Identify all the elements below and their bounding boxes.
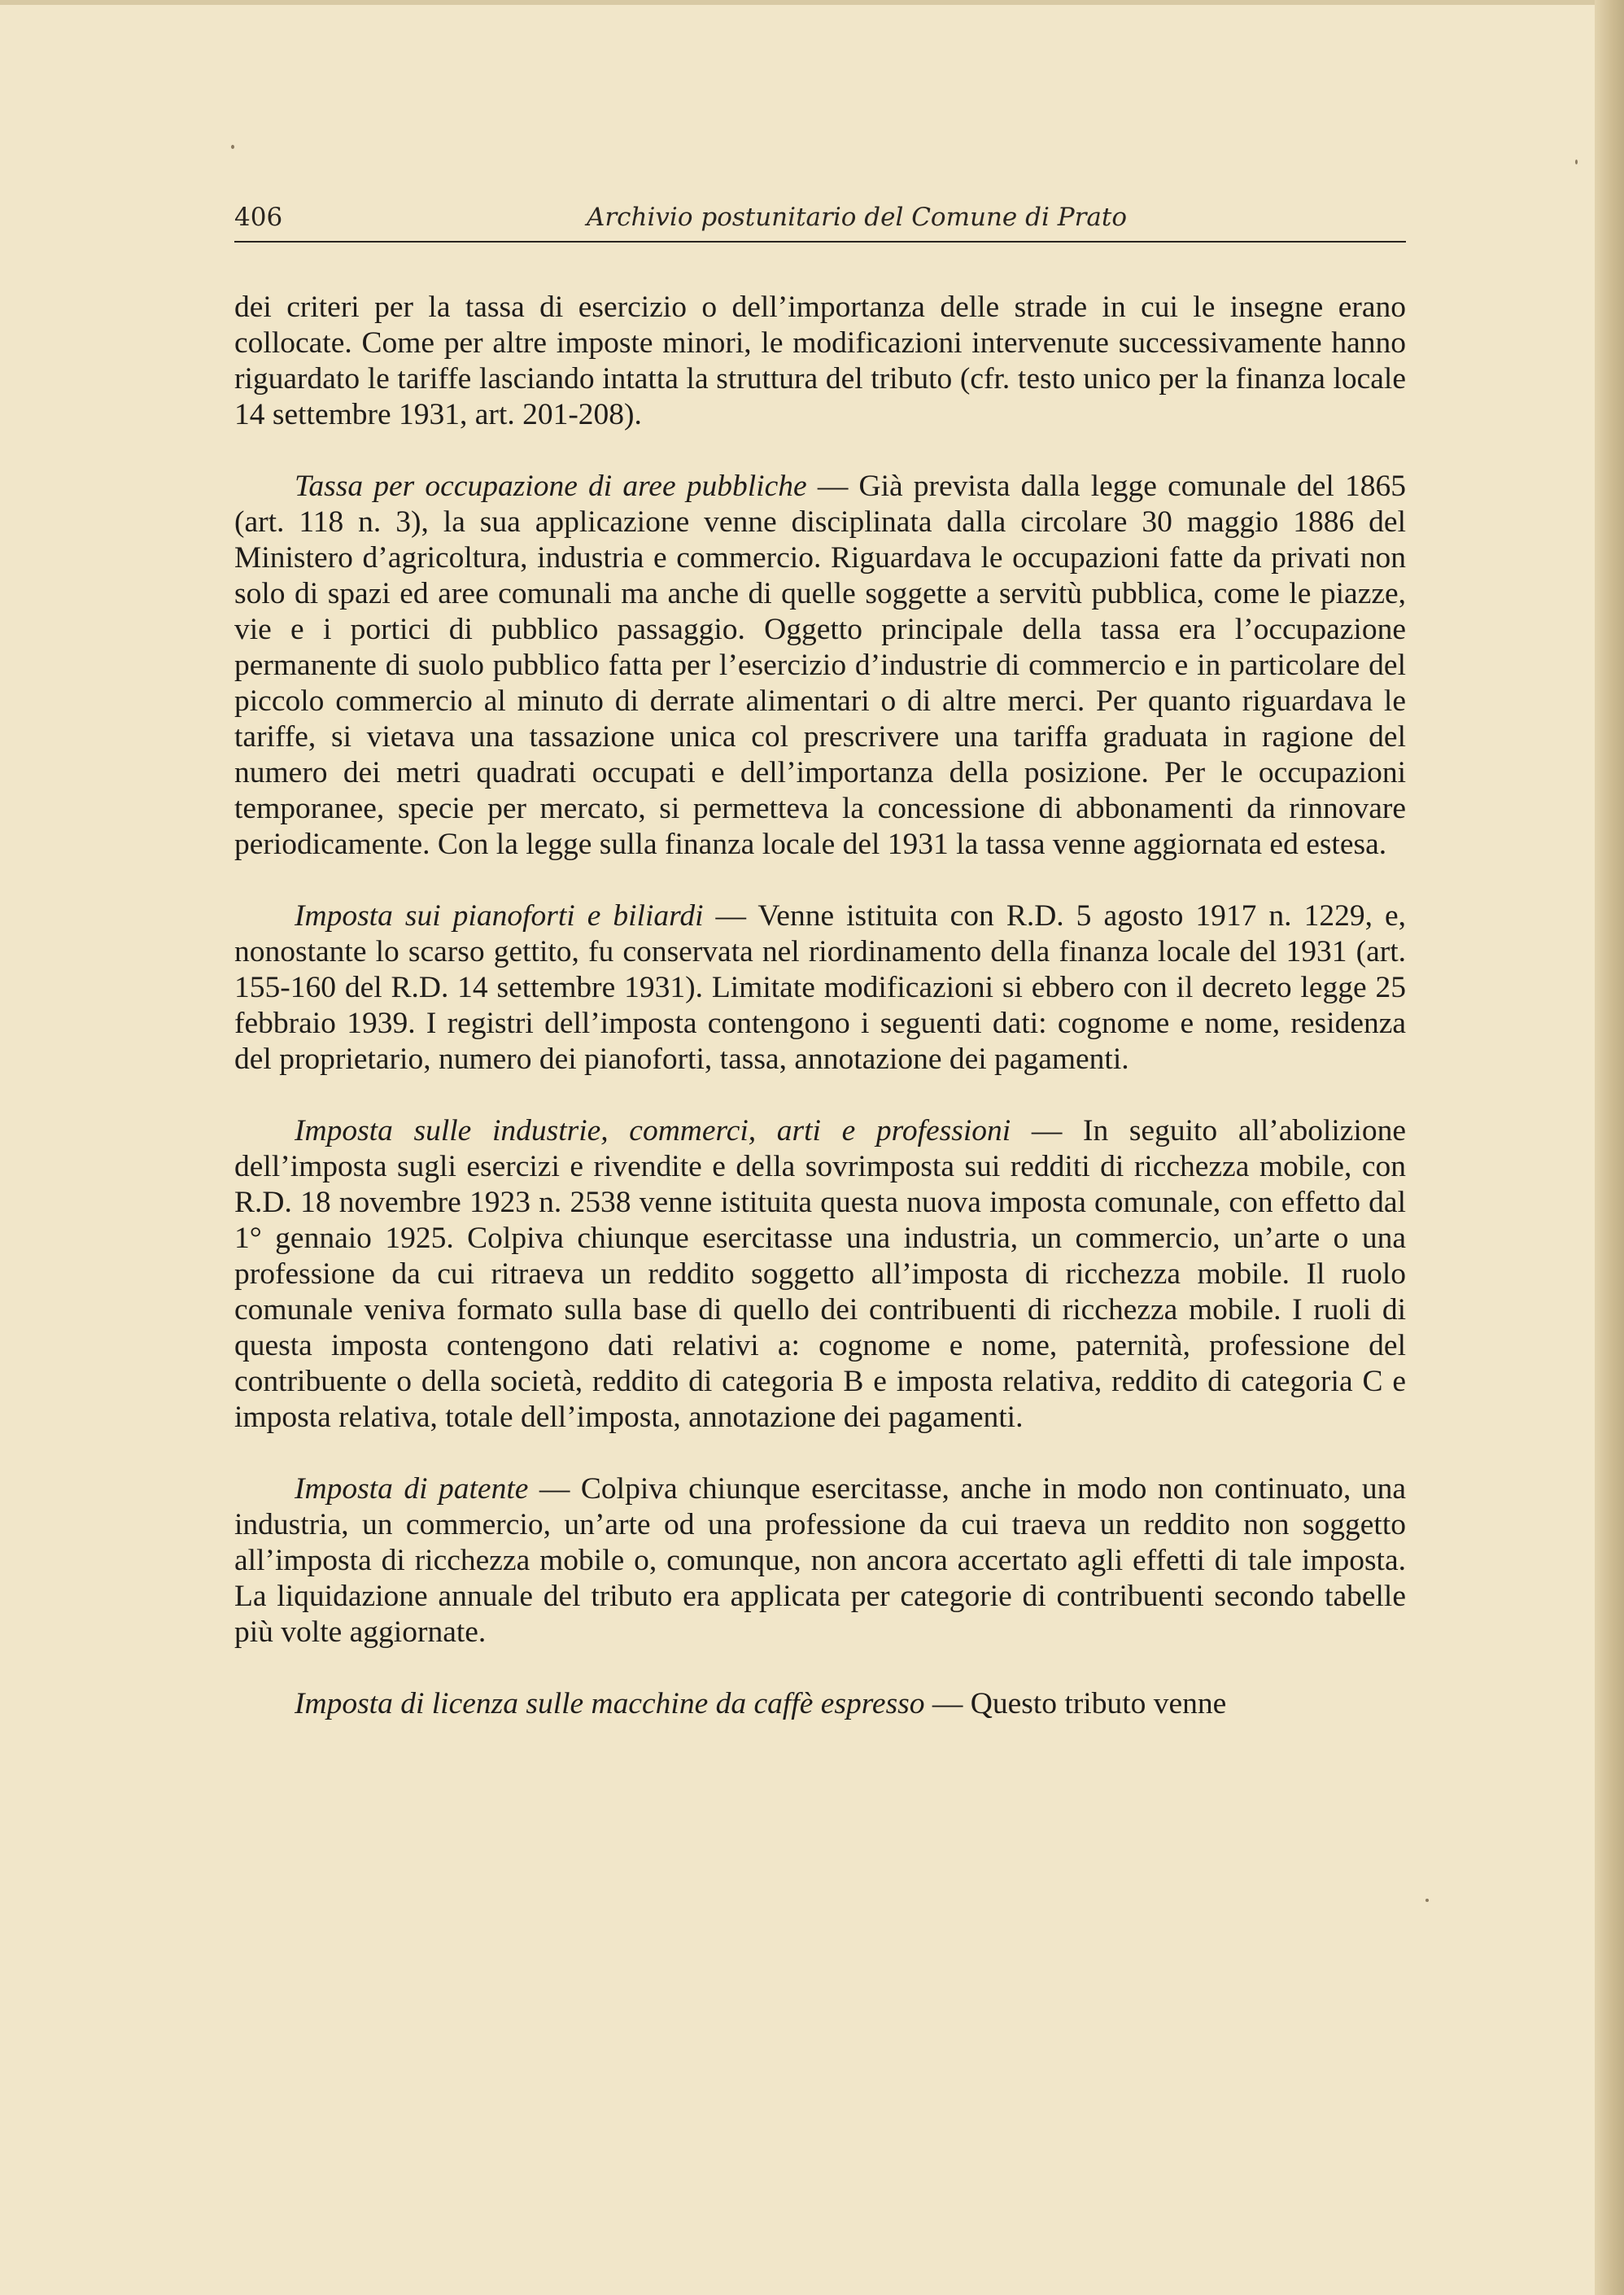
paper-speck [1425,1899,1429,1902]
paragraph-tassa-occupazione [234,469,1406,863]
page-binding-edge [1595,0,1624,2295]
paragraph-heading: Tassa per occupazione di aree pubbliche [295,470,807,503]
paragraph-text: — In seguito all’abolizione dell’imposta sugli esercizi e rivendite e della sovrimposta sui redditi di ricchezza mobile, con R.D. 18 novembre 1923 n. 2538 venne istituita questa nuova imposta comunale, con effetto dal 1° gennaio 1925. Colpiva chiunque esercitasse una industria, un commercio, un’arte o una professione da cui ritraeva un reddito soggetto all’imposta di ricchezza mobile. Il ruolo comunale veniva formato sulla base di quello dei contribuenti di ricchezza mobile. I ruoli di questa imposta contengono dati relativi a: cognome e nome, paternità, professione del contribuente o della società, reddito di categoria B e imposta relativa, reddito di categoria C e imposta relativa, totale dell’imposta, annotazione dei pagamenti. [234,1114,1406,1434]
paragraph-text: — Colpiva chiunque esercitasse, anche in modo non continuato, una industria, un commercio, un’arte od una professione da cui traeva un reddito non soggetto all’imposta di ricchezza mobile o, comunque, non ancora accertato agli effetti di tale imposta. La liquidazione annuale del tributo era applicata per categorie di contribuenti secondo tabelle più volte aggiornate. [234,1472,1406,1649]
paragraph-text: — Già prevista dalla legge comunale del 1865 (art. 118 n. 3), la sua applicazione venne disciplinata dalla circolare 30 maggio 1886 del Ministero d’agricoltura, industria e commercio. Riguardava le occupazioni fatte da privati non solo di spazi ed aree comunali ma anche di quelle soggette a servitù pubblica, come le piazze, vie e i portici di pubblico passaggio. Oggetto principale della tassa era l’occupazione permanente di suolo pubblico fatta per l’esercizio d’industrie di commercio e in particolare del piccolo commercio al minuto di derrate alimentari o di altre merci. Per quanto riguardava le tariffe, si vietava una tassazione unica col prescrivere una tariffa graduata in ragione del numero dei metri quadrati occupati e dell’importanza della posizione. Per le occupazioni temporanee, specie per mercato, si permetteva la concessione di abbonamenti da rinnovare periodicamente. Con la legge sulla finanza locale del 1931 la tassa venne aggiornata ed estesa. [234,470,1406,861]
page-top-edge [0,0,1624,5]
paragraph-imposta-pianoforti [234,898,1406,1078]
paragraph-continuation [234,290,1406,433]
paper-speck [1575,160,1578,164]
paragraph-text: — Questo tributo venne [924,1687,1227,1720]
paragraph-imposta-industrie [234,1113,1406,1436]
paper-speck [231,145,234,149]
paragraph-heading: Imposta sulle industrie, commerci, arti e professioni [295,1114,1011,1148]
paragraph-imposta-patente [234,1471,1406,1650]
body-text [234,290,1406,1722]
paragraph-heading: Imposta di licenza sulle macchine da caffè espresso [295,1687,925,1720]
paragraph-heading: Imposta di patente [295,1472,529,1506]
running-title: Archivio postunitario del Comune di Prato [586,203,1128,232]
paragraph-heading: Imposta sui pianoforti e biliardi [295,899,704,933]
paragraph-text: — Venne istituita con R.D. 5 agosto 1917 n. 1229, e, nonostante lo scarso gettito, fu conservata nel riordinamento della finanza locale del 1931 (art. 155-160 del R.D. 14 settembre 1931). Limitate modificazioni si ebbero con il decreto legge 25 febbraio 1939. I registri dell’imposta contengono i seguenti dati: cognome e nome, residenza del proprietario, numero dei pianoforti, tassa, annotazione dei pagamenti. [234,899,1406,1076]
page-header [234,194,1406,243]
paragraph-imposta-caffe [234,1686,1406,1722]
paragraph-text: dei criteri per la tassa di esercizio o dell’importanza delle strade in cui le insegne erano collocate. Come per altre imposte minori, le modificazioni intervenute successivamente hanno riguardato le tariffe lasciando intatta la struttura del tributo (cfr. testo unico per la finanza locale 14 settembre 1931, art. 201-208). [234,291,1406,431]
page-number: 406 [234,203,283,232]
